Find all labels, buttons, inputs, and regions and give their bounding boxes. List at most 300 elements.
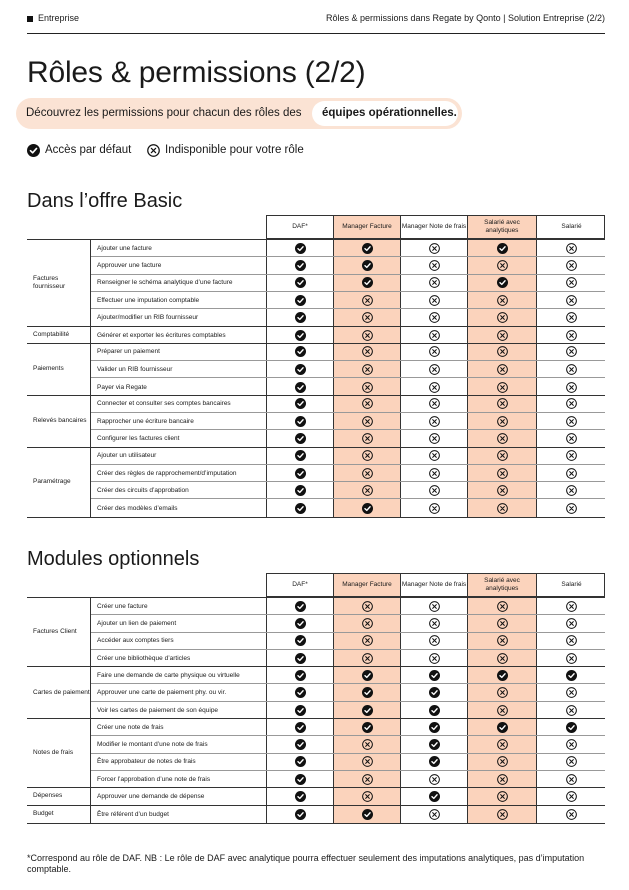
cross-circle-icon	[362, 468, 373, 479]
check-filled-icon	[429, 791, 440, 802]
permission-label: Approuver une demande de dépense	[97, 793, 205, 801]
cross-circle-icon	[497, 635, 508, 646]
cross-circle-icon	[497, 398, 508, 409]
permission-cell	[333, 430, 400, 447]
permission-label: Créer une note de frais	[97, 723, 164, 731]
permission-cell	[467, 633, 536, 649]
permission-cell	[467, 771, 536, 788]
permission-cell	[400, 598, 467, 614]
row-group	[27, 327, 605, 344]
table-row	[91, 499, 605, 516]
permission-cell	[400, 344, 467, 360]
permission-cell	[536, 275, 605, 291]
check-filled-icon	[295, 468, 306, 479]
check-filled-icon	[429, 722, 440, 733]
intro-highlight-chip	[312, 101, 458, 126]
permission-cell	[400, 499, 467, 516]
permission-cell	[400, 771, 467, 788]
row-group	[27, 598, 605, 667]
cross-circle-icon	[429, 468, 440, 479]
check-filled-icon	[295, 809, 306, 820]
cross-circle-icon	[429, 485, 440, 496]
permission-cell	[467, 275, 536, 291]
permission-cell	[333, 378, 400, 395]
permission-cell	[536, 719, 605, 735]
permission-label: Rapprocher une écriture bancaire	[97, 417, 194, 425]
permission-cell	[333, 499, 400, 516]
permission-cell	[467, 702, 536, 719]
permission-cell	[266, 633, 333, 649]
check-filled-icon	[362, 670, 373, 681]
table-row	[91, 448, 605, 465]
table-row	[91, 598, 605, 615]
cross-circle-icon	[497, 809, 508, 820]
cross-circle-icon	[497, 739, 508, 750]
table-row	[91, 378, 605, 395]
permission-cell	[266, 806, 333, 823]
cross-circle-icon	[566, 618, 577, 629]
permission-cell	[400, 240, 467, 256]
permission-cell	[266, 257, 333, 273]
permission-cell	[400, 275, 467, 291]
column-header: DAF*	[267, 216, 334, 238]
permission-cell	[333, 771, 400, 788]
permission-cell	[266, 448, 333, 464]
cross-circle-icon	[566, 364, 577, 375]
permission-label: Forcer l’approbation d’une note de frais	[97, 776, 211, 784]
page-title: Rôles & permissions (2/2)	[27, 56, 366, 89]
permission-cell	[266, 754, 333, 770]
permission-cell	[467, 615, 536, 631]
permission-cell	[333, 292, 400, 308]
legend-allowed-label: Accès par défaut	[45, 144, 132, 156]
permission-label: Ajouter un lien de paiement	[97, 619, 177, 627]
cross-circle-icon	[497, 485, 508, 496]
check-filled-icon	[295, 774, 306, 785]
cross-circle-icon	[362, 450, 373, 461]
check-filled-icon	[429, 670, 440, 681]
check-filled-icon	[566, 670, 577, 681]
cross-circle-icon	[566, 450, 577, 461]
permission-cell	[333, 240, 400, 256]
cross-circle-icon	[566, 503, 577, 514]
permission-cell	[333, 702, 400, 719]
permission-cell	[536, 650, 605, 667]
permission-cell	[536, 615, 605, 631]
check-filled-icon	[429, 687, 440, 698]
permission-cell	[333, 448, 400, 464]
permission-cell	[467, 257, 536, 273]
cross-circle-icon	[429, 635, 440, 646]
permission-cell	[333, 327, 400, 344]
cross-circle-icon	[566, 382, 577, 393]
check-filled-icon	[295, 705, 306, 716]
cross-circle-icon	[566, 346, 577, 357]
cross-circle-icon	[497, 295, 508, 306]
permission-cell	[266, 736, 333, 752]
permission-cell	[333, 684, 400, 700]
intro-text: Découvrez les permissions pour chacun des rôles des	[26, 107, 302, 119]
permission-label: Créer une facture	[97, 602, 148, 610]
permission-label: Créer des modèles d’emails	[97, 504, 178, 512]
cross-circle-icon	[497, 653, 508, 664]
cross-circle-icon	[566, 739, 577, 750]
footnote: *Correspond au rôle de DAF. NB : Le rôle de DAF avec analytique pourra effectuer seulement des imputations analytiques, pas d’imputation comptable.	[27, 853, 585, 874]
cross-circle-icon	[362, 601, 373, 612]
check-filled-icon	[362, 809, 373, 820]
check-filled-icon	[295, 416, 306, 427]
intro-highlight-text: équipes opérationnelles.	[322, 107, 457, 119]
permission-cell	[333, 309, 400, 326]
permission-label: Créer une bibliothèque d’articles	[97, 655, 191, 663]
row-group	[27, 788, 605, 805]
cross-circle-icon	[566, 416, 577, 427]
table-row	[91, 240, 605, 257]
cross-circle-icon	[429, 312, 440, 323]
cross-circle-icon	[429, 503, 440, 514]
table-row	[91, 806, 605, 823]
permission-cell	[536, 257, 605, 273]
check-filled-icon	[362, 503, 373, 514]
permission-cell	[467, 650, 536, 667]
permission-cell	[400, 327, 467, 344]
column-header: Manager Note de frais	[401, 574, 468, 596]
permission-cell	[467, 430, 536, 447]
group-label: Dépenses	[27, 788, 91, 804]
group-label: Paiements	[27, 344, 91, 395]
permission-cell	[400, 633, 467, 649]
permission-label: Être approbateur de notes de frais	[97, 758, 196, 766]
cross-circle-icon	[497, 468, 508, 479]
cross-circle-icon	[362, 618, 373, 629]
permission-cell	[536, 771, 605, 788]
column-header: DAF*	[267, 574, 334, 596]
permissions-table-modules	[27, 573, 605, 821]
table-row	[91, 650, 605, 667]
table-row	[91, 327, 605, 344]
cross-circle-icon	[362, 346, 373, 357]
permission-cell	[467, 806, 536, 823]
check-filled-icon	[362, 243, 373, 254]
check-filled-icon	[497, 277, 508, 288]
square-bullet-icon	[27, 16, 33, 22]
check-filled-icon	[295, 503, 306, 514]
permission-cell	[467, 719, 536, 735]
cross-circle-icon	[362, 382, 373, 393]
permission-cell	[266, 702, 333, 719]
permission-cell	[266, 667, 333, 683]
cross-circle-icon	[147, 144, 160, 157]
permission-cell	[536, 309, 605, 326]
cross-circle-icon	[566, 277, 577, 288]
permission-cell	[400, 702, 467, 719]
cross-circle-icon	[566, 312, 577, 323]
permission-cell	[333, 806, 400, 823]
check-filled-icon	[295, 450, 306, 461]
table-row	[91, 275, 605, 292]
permission-cell	[333, 754, 400, 770]
cross-circle-icon	[497, 791, 508, 802]
permission-cell	[467, 736, 536, 752]
permission-cell	[400, 378, 467, 395]
permission-cell	[400, 257, 467, 273]
permission-cell	[333, 633, 400, 649]
permission-cell	[333, 465, 400, 481]
permission-cell	[467, 378, 536, 395]
row-group	[27, 667, 605, 719]
permission-cell	[536, 482, 605, 498]
permission-cell	[333, 344, 400, 360]
permission-cell	[266, 292, 333, 308]
table-body	[27, 597, 605, 824]
cross-circle-icon	[429, 382, 440, 393]
cross-circle-icon	[362, 739, 373, 750]
check-filled-icon	[362, 705, 373, 716]
check-filled-icon	[295, 398, 306, 409]
check-filled-icon	[429, 756, 440, 767]
permission-cell	[400, 719, 467, 735]
row-group	[27, 240, 605, 327]
check-filled-icon	[497, 722, 508, 733]
permission-label: Valider un RIB fournisseur	[97, 365, 173, 373]
permission-cell	[400, 413, 467, 429]
cross-circle-icon	[429, 618, 440, 629]
permission-cell	[266, 719, 333, 735]
permission-cell	[536, 292, 605, 308]
permission-cell	[400, 806, 467, 823]
table-row	[91, 736, 605, 753]
permission-cell	[467, 482, 536, 498]
check-filled-icon	[295, 382, 306, 393]
permission-cell	[266, 684, 333, 700]
cross-circle-icon	[566, 330, 577, 341]
permission-cell	[536, 684, 605, 700]
check-filled-icon	[295, 346, 306, 357]
table-row	[91, 754, 605, 771]
check-filled-icon	[27, 144, 40, 157]
permission-cell	[266, 615, 333, 631]
check-filled-icon	[295, 433, 306, 444]
cross-circle-icon	[429, 364, 440, 375]
column-header: Salarié	[561, 581, 582, 588]
cross-circle-icon	[497, 346, 508, 357]
cross-circle-icon	[429, 774, 440, 785]
permission-label: Créer des règles de rapprochement/d’imputation	[97, 469, 237, 477]
cross-circle-icon	[429, 277, 440, 288]
permission-cell	[467, 292, 536, 308]
cross-circle-icon	[362, 774, 373, 785]
permission-cell	[467, 309, 536, 326]
permission-cell	[266, 378, 333, 395]
check-filled-icon	[429, 705, 440, 716]
table-header	[266, 215, 605, 239]
table-row	[91, 413, 605, 430]
column-header: Salarié avec analytiques	[468, 216, 537, 238]
permission-cell	[400, 788, 467, 805]
permission-label: Effectuer une imputation comptable	[97, 296, 200, 304]
permission-label: Ajouter un utilisateur	[97, 452, 157, 460]
permission-cell	[333, 719, 400, 735]
table-row	[91, 788, 605, 805]
legend-denied-label: Indisponible pour votre rôle	[165, 144, 304, 156]
permission-cell	[266, 482, 333, 498]
permission-cell	[467, 788, 536, 805]
cross-circle-icon	[497, 312, 508, 323]
page-header	[27, 12, 605, 34]
permission-cell	[333, 615, 400, 631]
cross-circle-icon	[497, 260, 508, 271]
cross-circle-icon	[497, 503, 508, 514]
cross-circle-icon	[429, 330, 440, 341]
cross-circle-icon	[566, 809, 577, 820]
permission-cell	[400, 754, 467, 770]
permission-label: Renseigner le schéma analytique d’une facture	[97, 279, 233, 287]
permission-cell	[400, 448, 467, 464]
cross-circle-icon	[362, 433, 373, 444]
table-row	[91, 292, 605, 309]
cross-circle-icon	[362, 295, 373, 306]
permission-cell	[400, 650, 467, 667]
permission-cell	[467, 396, 536, 412]
table-row	[91, 344, 605, 361]
cross-circle-icon	[362, 416, 373, 427]
table-row	[91, 771, 605, 788]
column-header: Manager Facture	[334, 574, 401, 596]
cross-circle-icon	[566, 635, 577, 646]
permission-cell	[467, 499, 536, 516]
permission-cell	[536, 361, 605, 377]
permission-cell	[266, 771, 333, 788]
cross-circle-icon	[362, 653, 373, 664]
permission-cell	[266, 788, 333, 805]
cross-circle-icon	[429, 450, 440, 461]
permission-cell	[467, 361, 536, 377]
permission-cell	[266, 275, 333, 291]
permission-label: Voir les cartes de paiement de son équipe	[97, 706, 219, 714]
cross-circle-icon	[497, 433, 508, 444]
cross-circle-icon	[429, 260, 440, 271]
cross-circle-icon	[566, 243, 577, 254]
cross-circle-icon	[566, 653, 577, 664]
check-filled-icon	[429, 739, 440, 750]
permission-label: Préparer un paiement	[97, 348, 160, 356]
permission-cell	[400, 465, 467, 481]
permission-cell	[333, 257, 400, 273]
table-row	[91, 396, 605, 413]
cross-circle-icon	[497, 687, 508, 698]
cross-circle-icon	[566, 705, 577, 716]
group-label: Factures Client	[27, 598, 91, 666]
permission-cell	[467, 598, 536, 614]
header-left-label: Entreprise	[38, 13, 80, 23]
table-row	[91, 361, 605, 378]
group-label: Comptabilité	[27, 327, 91, 343]
cross-circle-icon	[362, 398, 373, 409]
cross-circle-icon	[497, 364, 508, 375]
cross-circle-icon	[362, 756, 373, 767]
check-filled-icon	[362, 277, 373, 288]
table-row	[91, 615, 605, 632]
permission-cell	[333, 413, 400, 429]
cross-circle-icon	[497, 774, 508, 785]
group-label: Budget	[27, 806, 91, 823]
permission-label: Configurer les factures client	[97, 435, 180, 443]
permission-cell	[536, 413, 605, 429]
permission-cell	[536, 788, 605, 805]
permission-cell	[536, 633, 605, 649]
cross-circle-icon	[566, 433, 577, 444]
cross-circle-icon	[566, 485, 577, 496]
permission-label: Générer et exporter les écritures comptables	[97, 331, 226, 339]
check-filled-icon	[295, 260, 306, 271]
permission-cell	[467, 667, 536, 683]
permission-cell	[333, 361, 400, 377]
permission-cell	[400, 361, 467, 377]
permission-label: Ajouter/modifier un RIB fournisseur	[97, 314, 199, 322]
permission-label: Connecter et consulter ses comptes bancaires	[97, 400, 231, 408]
permission-cell	[333, 667, 400, 683]
permission-cell	[333, 598, 400, 614]
check-filled-icon	[362, 687, 373, 698]
permission-cell	[266, 465, 333, 481]
table-row	[91, 482, 605, 499]
group-label: Relevés bancaires	[27, 396, 91, 447]
permission-cell	[266, 396, 333, 412]
cross-circle-icon	[566, 601, 577, 612]
check-filled-icon	[295, 722, 306, 733]
check-filled-icon	[295, 635, 306, 646]
check-filled-icon	[295, 485, 306, 496]
check-filled-icon	[295, 601, 306, 612]
permission-cell	[266, 650, 333, 667]
cross-circle-icon	[497, 330, 508, 341]
check-filled-icon	[295, 330, 306, 341]
permission-cell	[467, 327, 536, 344]
check-filled-icon	[295, 618, 306, 629]
permission-cell	[536, 240, 605, 256]
cross-circle-icon	[362, 330, 373, 341]
check-filled-icon	[295, 756, 306, 767]
table-row	[91, 465, 605, 482]
cross-circle-icon	[429, 809, 440, 820]
check-filled-icon	[295, 791, 306, 802]
permission-cell	[400, 396, 467, 412]
cross-circle-icon	[566, 774, 577, 785]
permission-cell	[536, 702, 605, 719]
row-group	[27, 448, 605, 517]
permission-cell	[400, 292, 467, 308]
cross-circle-icon	[497, 618, 508, 629]
table-row	[91, 702, 605, 719]
check-filled-icon	[295, 670, 306, 681]
cross-circle-icon	[566, 791, 577, 802]
permission-cell	[400, 309, 467, 326]
group-label: Paramétrage	[27, 448, 91, 517]
column-header: Manager Facture	[334, 216, 401, 238]
check-filled-icon	[295, 739, 306, 750]
permission-cell	[266, 598, 333, 614]
group-label: Notes de frais	[27, 719, 91, 787]
permission-label: Payer via Regate	[97, 383, 147, 391]
permission-cell	[536, 754, 605, 770]
check-filled-icon	[566, 722, 577, 733]
header-right-label: Rôles & permissions dans Regate by Qonto | Solution Entreprise (2/2)	[326, 13, 605, 23]
check-filled-icon	[497, 670, 508, 681]
row-group	[27, 344, 605, 396]
permission-cell	[400, 736, 467, 752]
cross-circle-icon	[497, 416, 508, 427]
permission-cell	[536, 598, 605, 614]
